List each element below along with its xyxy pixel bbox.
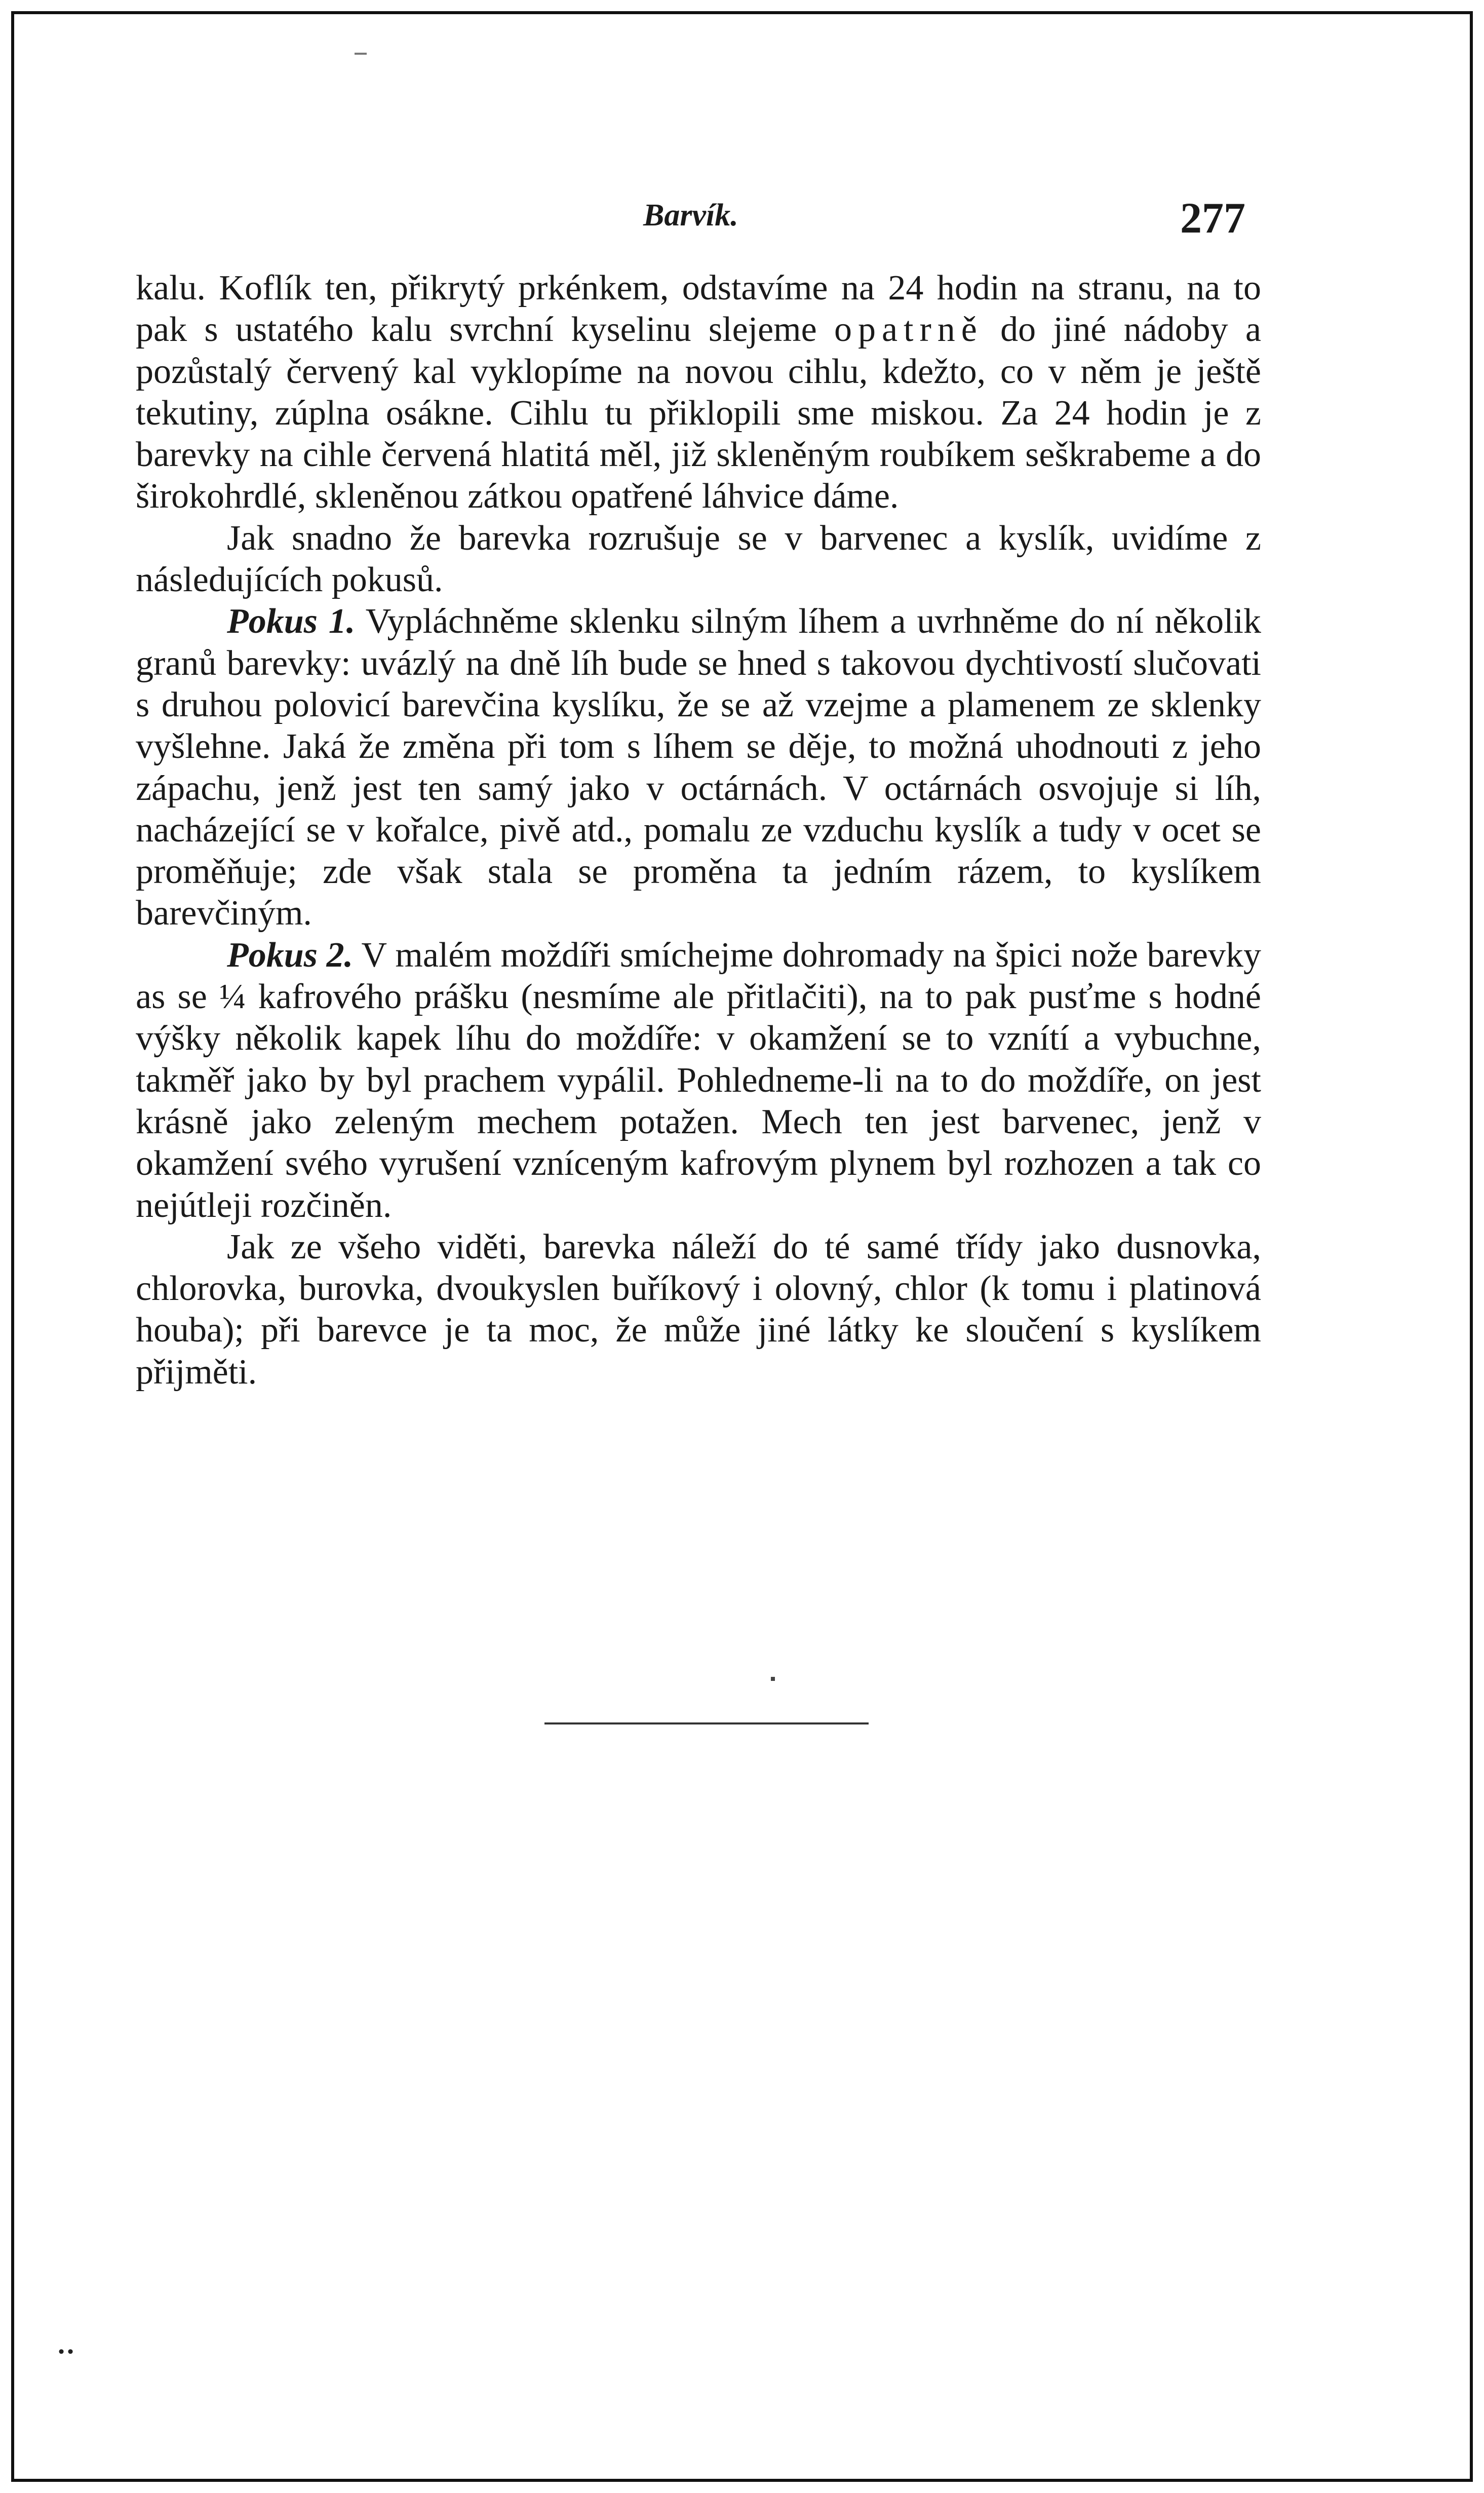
experiment-label: Pokus 2.: [227, 935, 354, 975]
text-run: V malém moždíři smíchejme dohromady na špici nože barevky as se: [136, 935, 1261, 1017]
fraction: ¼: [219, 977, 246, 1017]
paragraph: [136, 601, 1261, 934]
paragraph: [136, 1226, 1261, 1393]
paragraph: [136, 267, 1261, 518]
paragraph: [136, 518, 1261, 601]
text-run: kalu. Koflík ten, přikrytý prkénkem, odstavíme na 24 hodin na stranu, na to pak s ustatého kalu svrchní kyselinu slejeme: [136, 269, 1261, 350]
end-rule: [544, 1722, 869, 1724]
body-text: [136, 267, 1261, 1393]
experiment-label: Pokus 1.: [227, 602, 356, 641]
running-title: Barvík.: [643, 198, 738, 233]
spaced-emphasis: opatrně: [834, 310, 983, 350]
text-run: Jak ze všeho viděti, barevka náleží do té samé třídy jako dusnovka, chlorovka, burovka, dvoukyslen buříkový i olovný, chlor (k tomu i platinová houba); při barevce je ta moc, že může jiné látky ke sloučení s kyslíkem přijměti.: [136, 1227, 1261, 1392]
edge-mark: :: [53, 2347, 85, 2357]
text-run: Jak snadno že barevka rozrušuje se v barvenec a kyslík, uvidíme z následujících pokusů.: [136, 518, 1261, 600]
paragraph: [136, 935, 1261, 1226]
running-head: [0, 193, 1484, 242]
text-run: do jiné nádoby a pozůstalý červený kal vyklopíme na novou cihlu, kdežto, co v něm je ještě tekutiny, zúplna osákne. Cihlu tu přiklopili sme miskou. Za 24 hodin je z barevky na cihle červená hlatitá měl, již skleněným roubíkem seškrabeme a do širokohrdlé, skleněnou zátkou opatřené láhvice dáme.: [136, 310, 1261, 516]
speck: [771, 1677, 775, 1681]
page-number: 277: [1180, 194, 1245, 242]
top-mark: [355, 53, 367, 55]
text-run: kafrového prášku (nesmíme ale přitlačiti), na to pak pusťme s hodné výšky několik kapek líhu do moždíře: v okamžení se to vznítí a vybuchne, takměř jako by byl prachem vypálil. Pohledneme-li na to do moždíře, on jest krásně jako zeleným mechem potažen. Mech ten jest barvenec, jenž v okamžení svého vyrušení vzníceným kafrovým plynem byl rozhozen a tak co nejútleji rozčiněn.: [136, 977, 1261, 1225]
text-run: Vypláchněme sklenku silným líhem a uvrhněme do ní několik granů barevky: uvázlý na dně líh bude se hned s takovou dychtivostí slučovati s druhou polovicí barevčina kyslíku, že se až vzejme a plamenem ze sklenky vyšlehne. Jaká že změna při tom s líhem se děje, to možná uhodnouti z jeho zápachu, jenž jest ten samý jako v octárnách. V octárnách osvojuje si líh, nacházející se v kořalce, pivě atd., pomalu ze vzduchu kyslík a tudy v ocet se proměňuje; zde však stala se proměna ta jedním rázem, to kyslíkem barevčiným.: [136, 602, 1261, 933]
